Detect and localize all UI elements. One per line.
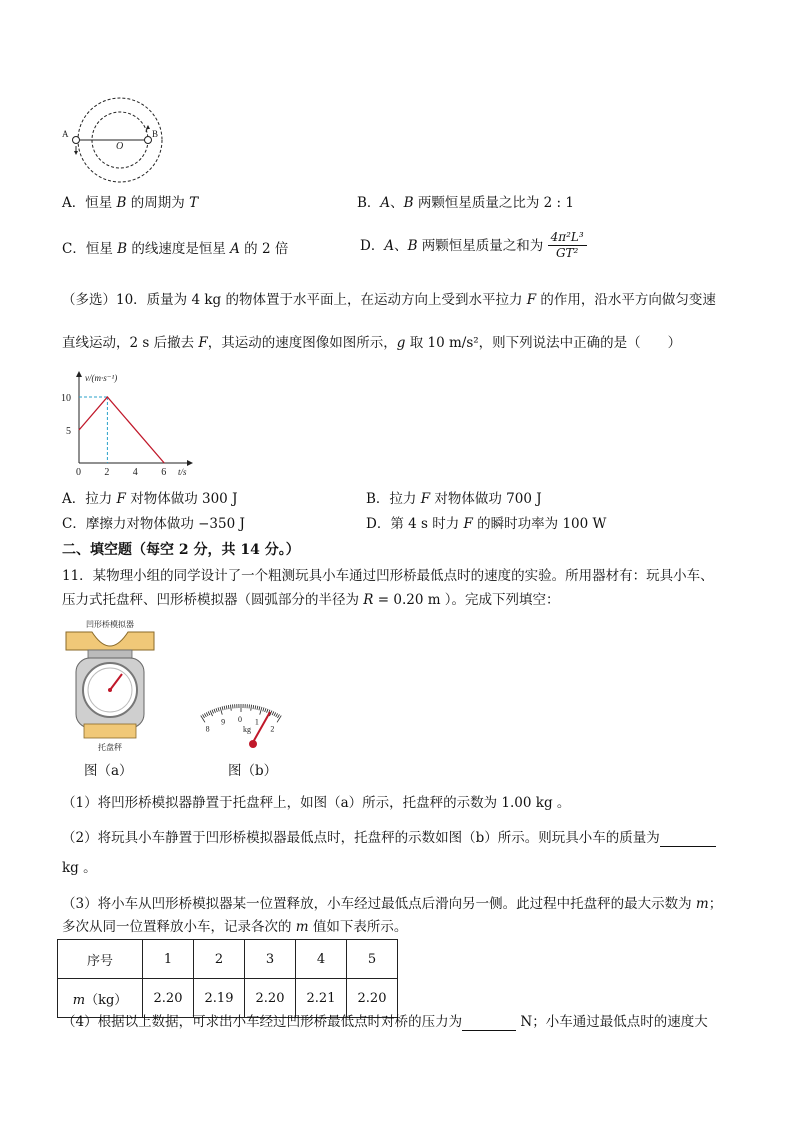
q11-step1: （1）将凹形桥模拟器静置于托盘秤上，如图（a）所示，托盘秤的示数为 1.00 kg 。 <box>62 795 571 811</box>
table-row-label: m（kg） <box>58 979 143 1018</box>
dial-tick <box>204 713 206 717</box>
dial-unit: kg <box>243 725 251 734</box>
dial-tick <box>274 712 276 716</box>
q10-stem-line2: 直线运动，2 s 后撤去 F，其运动的速度图像如图所示，g 取 10 m/s²，则下列说法中正确的是（ ） <box>62 335 682 351</box>
chart-x-tick-label: 0 <box>76 467 81 478</box>
answer-blank-force[interactable] <box>462 1016 516 1031</box>
star-a <box>73 137 80 144</box>
dial-tick <box>265 708 266 712</box>
q11-step3-line2: 多次从同一位置释放小车，记录各次的 m 值如下表所示。 <box>62 919 408 935</box>
table-cell: 2.21 <box>296 979 347 1018</box>
dial-tick <box>224 706 225 710</box>
figure-a-scale <box>62 616 158 756</box>
dial-tick <box>218 708 219 712</box>
bridge-simulator-label: 凹形桥模拟器 <box>86 620 134 629</box>
table-header-label: 序号 <box>58 940 143 979</box>
table-header-row <box>58 940 398 979</box>
table-col: 4 <box>296 940 347 979</box>
dial-tick <box>259 706 260 710</box>
table-row <box>58 979 398 1018</box>
q9-option-a: A．恒星 B 的周期为 T <box>62 195 199 211</box>
dial-tick-label: 8 <box>205 724 210 734</box>
q10-option-a: A．拉力 F 对物体做功 300 J <box>62 491 238 507</box>
chart-x-tick-label: 6 <box>161 467 167 478</box>
orbit-figure <box>62 94 172 186</box>
dial-tick <box>206 712 208 716</box>
q10-stem-line1: （多选）10．质量为 4 kg 的物体置于水平面上，在运动方向上受到水平拉力 F 的作用，沿水平方向做匀变速 <box>62 292 716 308</box>
concave-bridge <box>66 632 154 650</box>
chart-series-line <box>79 397 164 463</box>
orbit-label-b: B <box>152 129 159 139</box>
chart-y-tick-label: 5 <box>66 426 71 437</box>
figure-a-caption: 图（a） <box>84 763 133 779</box>
q11-step3-line1: （3）将小车从凹形桥模拟器某一位置释放，小车经过最低点后滑向另一侧。此过程中托盘秤的最大示数为 m； <box>62 896 723 912</box>
dial-tick <box>276 713 278 717</box>
chart-y-label: v/(m·s⁻¹) <box>85 373 118 383</box>
table-col: 2 <box>194 940 245 979</box>
dial-tick <box>222 706 223 710</box>
q9-option-c: C．恒星 B 的线速度是恒星 A 的 2 倍 <box>62 241 289 257</box>
chart-x-tick-label: 2 <box>104 467 110 478</box>
dial-tick <box>260 707 262 715</box>
q11-stem-line2: 压力式托盘秤、凹形桥模拟器（圆弧部分的半径为 R = 0.20 m ）。完成下列填空： <box>62 592 560 608</box>
figure-b-dial <box>178 682 304 754</box>
dial-tick <box>212 710 214 714</box>
dial-tick <box>277 716 281 723</box>
dial-tick <box>272 711 274 715</box>
q10-option-b: B．拉力 F 对物体做功 700 J <box>366 491 542 507</box>
q9-option-d: D．A、B 两颗恒星质量之和为 $\frac{\text{4π²L³}}{\text{GT²}}$ <box>360 230 587 261</box>
table-col: 5 <box>347 940 398 979</box>
section-2-title: 二、填空题（每空 2 分，共 14 分。） <box>62 542 300 558</box>
dial-tick <box>214 709 215 713</box>
dial-tick <box>216 708 217 712</box>
q11-step2-line2: kg 。 <box>62 860 97 876</box>
dial-tick <box>230 705 231 711</box>
chart-x-label: t/s <box>178 467 187 477</box>
vt-chart <box>58 366 198 480</box>
q11-stem-line1: 11．某物理小组的同学设计了一个粗测玩具小车通过凹形桥最低点时的速度的实验。所用器材有：玩具小车、 <box>62 568 714 584</box>
dial-tick <box>255 705 256 709</box>
dial-tick <box>208 711 210 715</box>
dial-tick-label: 9 <box>221 717 226 727</box>
dial-tick <box>226 705 227 709</box>
dial-tick <box>253 705 254 709</box>
chart-x-tick-label: 4 <box>132 467 138 478</box>
answer-blank-mass[interactable] <box>660 832 716 847</box>
dial-tick-label: 2 <box>270 724 275 734</box>
dial-tick <box>203 714 205 717</box>
dial-tick <box>257 706 258 710</box>
dial-tick <box>210 711 212 716</box>
q11-step2-line1: （2）将玩具小车静置于凹形桥模拟器最低点时，托盘秤的示数如图（b）所示。则玩具小车的质量为 <box>62 829 716 847</box>
table-cell: 2.19 <box>194 979 245 1018</box>
table-col: 1 <box>143 940 194 979</box>
dial-tick <box>201 716 205 723</box>
data-table <box>57 939 398 1018</box>
dial-tick <box>263 708 264 712</box>
table-cell: 2.20 <box>347 979 398 1018</box>
star-b <box>145 137 152 144</box>
dial-tick-label: 1 <box>254 717 259 727</box>
dial-tick-label: 0 <box>238 715 242 724</box>
dial-tick <box>251 705 252 711</box>
q9-option-b: B．A、B 两颗恒星质量之比为 2 : 1 <box>357 195 574 211</box>
figure-b-caption: 图（b） <box>228 763 278 779</box>
q11-step4: （4）根据以上数据，可求出小车经过凹形桥最低点时对桥的压力为 N；小车通过最低点时的速度大 <box>62 1014 708 1030</box>
table-col: 3 <box>245 940 296 979</box>
dial-tick <box>220 707 222 715</box>
chart-y-tick-label: 10 <box>61 393 71 404</box>
q10-option-d: D．第 4 s 时力 F 的瞬时功率为 100 W <box>366 516 607 532</box>
mass-sum-fraction: $\frac{\text{4π²L³}}{\text{GT²}}$ <box>548 230 587 261</box>
orbit-label-a: A <box>62 129 69 139</box>
orbit-label-o: O <box>116 141 124 152</box>
dial-tick <box>267 709 268 713</box>
q10-option-c: C．摩擦力对物体做功 −350 J <box>62 516 245 532</box>
dial-tick <box>277 714 279 717</box>
table-cell: 2.20 <box>245 979 296 1018</box>
dial-tick <box>228 705 229 709</box>
scale-label: 托盘秤 <box>98 743 122 752</box>
table-cell: 2.20 <box>143 979 194 1018</box>
